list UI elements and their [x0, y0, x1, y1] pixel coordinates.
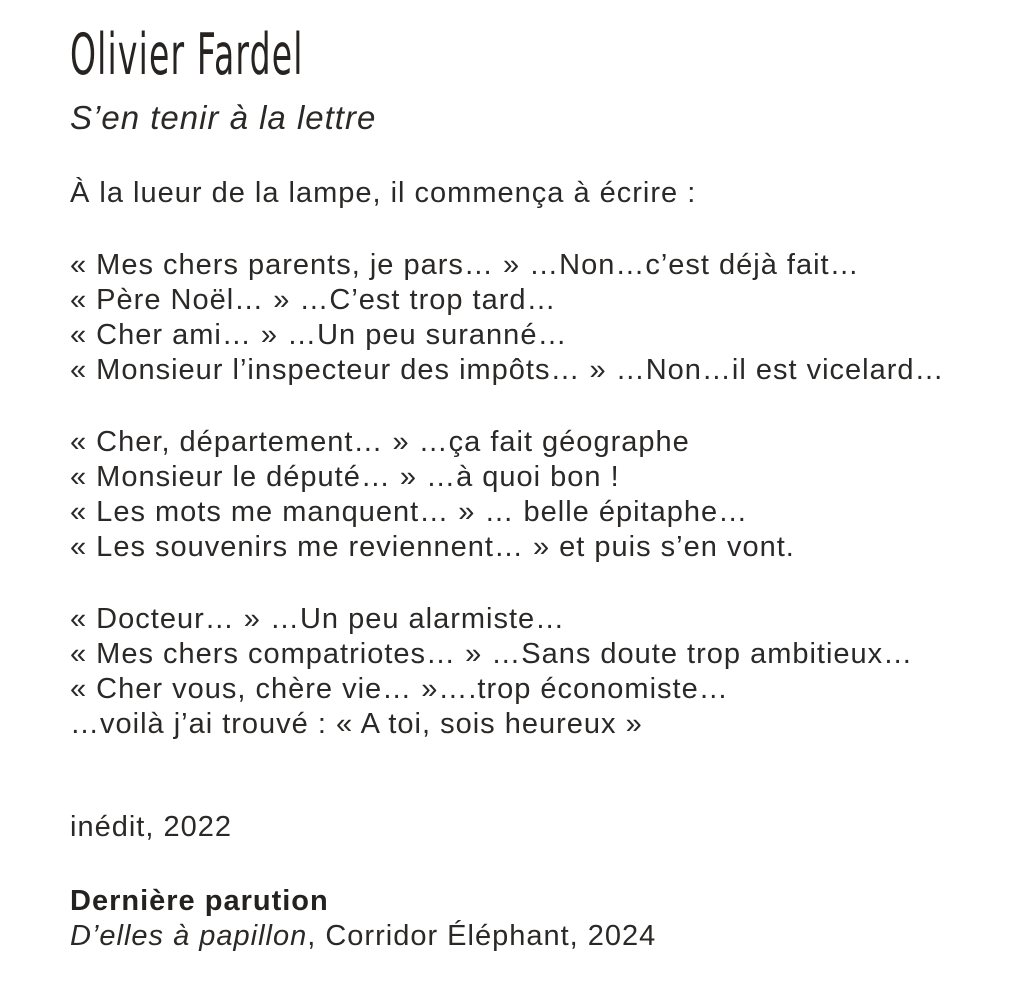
last-publication-heading: Dernière parution — [70, 885, 329, 917]
poem-line: « Cher vous, chère vie… »….trop économiste… — [70, 673, 729, 705]
poem-line: « Les mots me manquent… » … belle épitaphe… — [70, 496, 749, 528]
last-publication — [70, 884, 656, 954]
poem-line: « Mes chers compatriotes… » …Sans doute trop ambitieux… — [70, 638, 914, 670]
stanza-1 — [70, 248, 945, 388]
poem-line: « Les souvenirs me reviennent… » et puis s’en vont. — [70, 531, 795, 563]
poem-line: « Père Noël… » …C’est trop tard… — [70, 284, 557, 316]
stanza-3 — [70, 602, 913, 742]
publication-details: , Corridor Éléphant, 2024 — [307, 920, 657, 952]
last-publication-line — [70, 919, 656, 954]
author-name-text: Olivier Fardel — [70, 22, 304, 88]
credit-line: inédit, 2022 — [70, 811, 232, 843]
poem-line: « Monsieur l’inspecteur des impôts… » …Non…il est vicelard… — [70, 354, 945, 386]
poem-line: « Mes chers parents, je pars… » …Non…c’est déjà fait… — [70, 249, 860, 281]
work-title: S’en tenir à la lettre — [70, 99, 377, 136]
publication-work-title: D’elles à papillon — [70, 920, 308, 952]
poem-line: « Cher, département… » …ça fait géographe — [70, 426, 690, 458]
poem-line: « Docteur… » …Un peu alarmiste… — [70, 603, 566, 635]
poem-line: …voilà j’ai trouvé : « A toi, sois heureux » — [70, 708, 643, 740]
intro-line: À la lueur de la lampe, il commença à écrire : — [70, 177, 697, 209]
poem-line: « Monsieur le député… » …à quoi bon ! — [70, 461, 620, 493]
author-name — [70, 22, 473, 88]
poem-line: « Cher ami… » …Un peu suranné… — [70, 319, 568, 351]
stanza-2 — [70, 425, 795, 565]
